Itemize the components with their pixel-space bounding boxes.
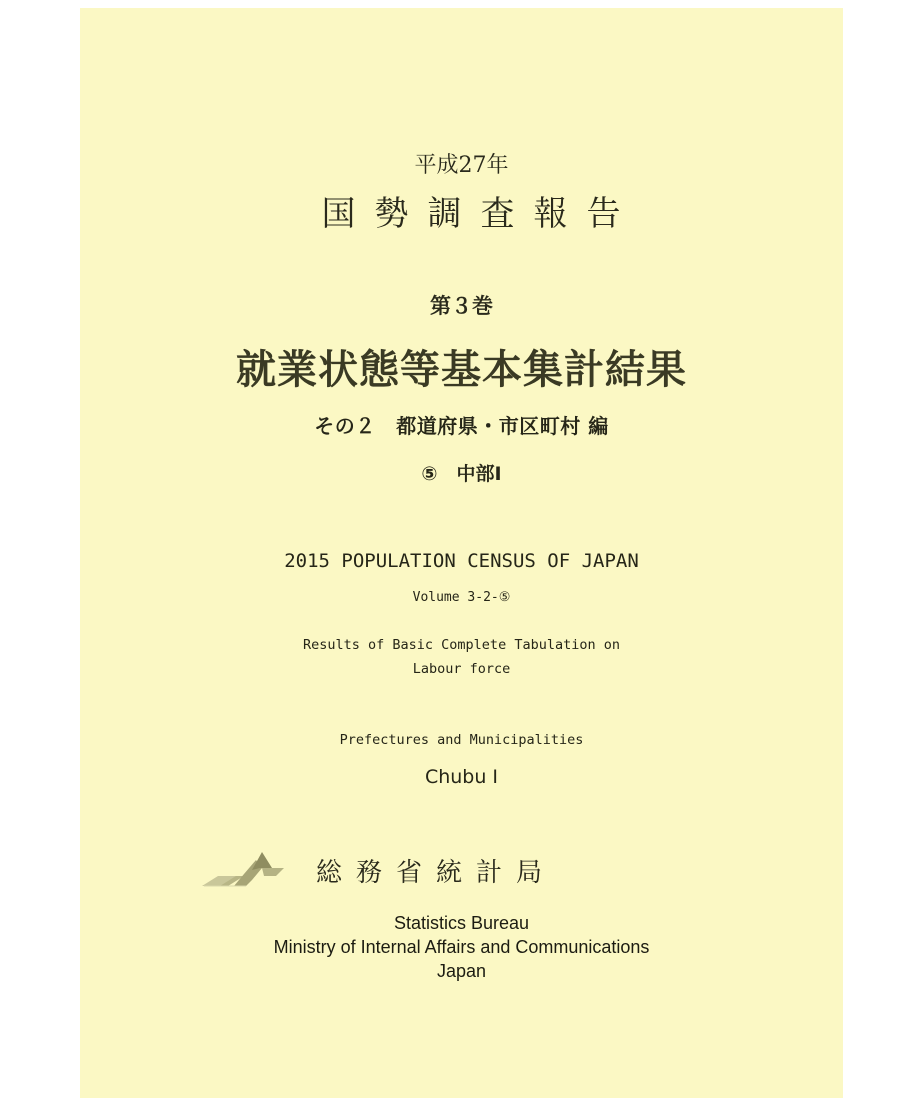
publisher-country-en: Japan: [436, 961, 487, 981]
era-year: 平成27年: [414, 153, 509, 178]
english-volume: Volume 3-2-⑤: [412, 590, 511, 605]
volume-number-jp: 第３巻: [430, 294, 493, 318]
report-cover: [80, 8, 843, 1098]
statistics-bureau-logo-icon: [200, 846, 292, 894]
part-title: その２ 都道府県・市区町村 編: [314, 414, 609, 438]
region-title: ⑤ 中部Ⅰ: [421, 463, 502, 485]
publisher-bureau-en: Statistics Bureau: [393, 913, 530, 933]
main-title: 就業状態等基本集計結果: [236, 347, 687, 393]
series-title: 国勢調査報告: [321, 194, 640, 234]
english-results-line-1: Results of Basic Complete Tabulation on: [303, 637, 620, 653]
publisher-name-jp: 総務省統計局: [316, 858, 557, 888]
english-results-line-2: Labour force: [412, 661, 511, 677]
english-title: 2015 POPULATION CENSUS OF JAPAN: [284, 550, 639, 572]
publisher-ministry-en: Ministry of Internal Affairs and Communications: [273, 937, 650, 957]
english-region: Chubu Ⅰ: [424, 766, 499, 788]
english-prefectures: Prefectures and Municipalities: [339, 732, 584, 748]
